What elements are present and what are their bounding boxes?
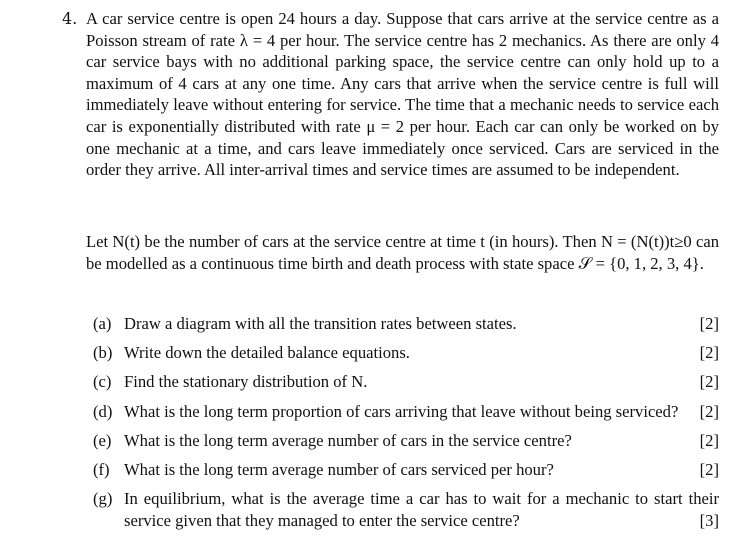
part-label: (b) [93, 343, 113, 363]
part-label: (e) [93, 430, 112, 450]
part-marks: [2] [699, 343, 719, 363]
part-label: (c) [93, 372, 112, 392]
part-label: (a) [93, 314, 112, 333]
part-text: What is the long term proportion of cars arriving that leave without being serviced? [124, 401, 679, 421]
part-e [86, 430, 719, 452]
part-text: What is the long term average number of cars serviced per hour? [124, 459, 554, 479]
question-intro-paragraph: A car service centre is open 24 hours a day. Suppose that cars arrive at the service centre as a Poisson stream of rate λ = 4 per hour. The service centre has 2 mechanics. As there are only 4 car service bays with no additional parking space, the service centre can only hold up to a maximum of 4 cars at any one time. Any cars that arrive when the service centre is full will immediately leave without entering for service. The time that a mechanic needs to service each car is exponentially distributed with rate μ = 2 per hour. Each car can only be worked on by one mechanic at a time, and cars leave immediately once serviced. Cars are serviced in the order they arrive. All inter-arrival times and service times are assumed to be independent. [86, 9, 719, 180]
part-text: Write down the detailed balance equations. [124, 343, 410, 363]
part-g [86, 488, 719, 531]
part-marks: [3] [699, 510, 719, 530]
part-f [86, 459, 719, 481]
part-label: (d) [93, 401, 113, 421]
part-text: In equilibrium, what is the average time a car has to wait for a mechanic to start their service given that they managed to enter the service centre? [124, 489, 719, 530]
part-marks: [2] [699, 401, 719, 421]
question-number: 4. [62, 9, 78, 28]
part-a [86, 313, 719, 335]
part-text: Find the stationary distribution of N. [124, 372, 368, 392]
part-c [86, 371, 719, 393]
question-parts-list [86, 313, 719, 539]
part-b [86, 342, 719, 364]
part-label: (g) [93, 489, 113, 509]
part-marks: [2] [699, 372, 719, 392]
question-model-paragraph: Let N(t) be the number of cars at the service centre at time t (in hours). Then N = (N(t))t≥0 can be modelled as a continuous time birth and death process with state space 𝒮 = {0, 1, 2, 3, 4}. [86, 232, 719, 273]
part-d [86, 401, 719, 423]
part-marks: [2] [699, 459, 719, 479]
part-marks: [2] [699, 430, 719, 450]
part-marks: [2] [699, 314, 719, 333]
part-text: What is the long term average number of cars in the service centre? [124, 430, 572, 450]
part-text: Draw a diagram with all the transition rates between states. [124, 314, 517, 333]
part-label: (f) [93, 459, 110, 479]
